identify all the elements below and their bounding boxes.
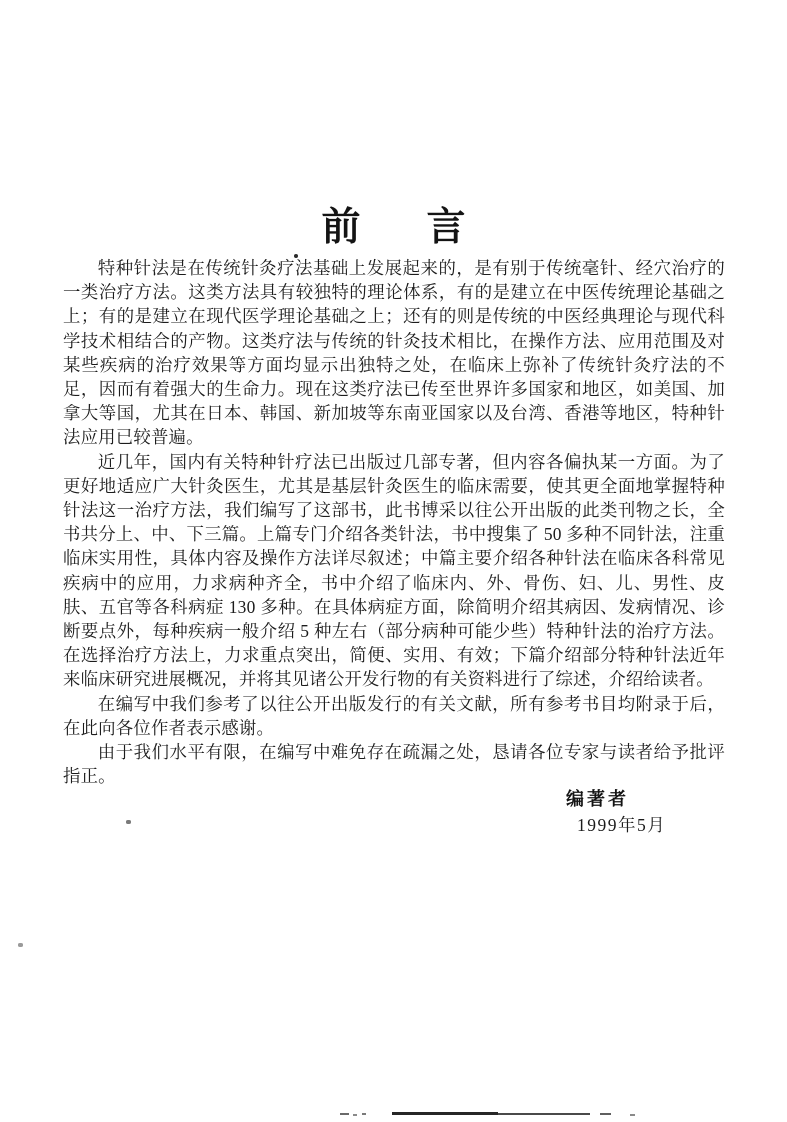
scan-speck [18,943,23,947]
preface-body [63,256,725,788]
scan-edge-mark [353,1114,357,1116]
scan-edge-line [392,1112,498,1115]
preface-paragraph: 由于我们水平有限，在编写中难免存在疏漏之处，恳请各位专家与读者给予批评指正。 [63,742,725,787]
preface-paragraph: 近几年，国内有关特种针疗法已出版过几部专著，但内容各偏执某一方面。为了更好地适应广大针灸医生，尤其是基层针灸医生的临床需要，使其更全面地掌握特种针法这一治疗方法，我们编写了这部书，此书博采以往公开出版的此类刊物之长，全书共分上、中、下三篇。上篇专门介绍各类针法，书中搜集了 50 多种不同针法，注重临床实用性，具体内容及操作方法详尽叙述；中篇主要介绍各种针法在临床各科常见疾病中的应用，力求病种齐全，书中介绍了临床内、外、骨伤、妇、儿、男性、皮肤、五官等各科病症 130 多种。在具体病症方面，除简明介绍其病因、发病情况、诊断要点外，每种疾病一般介绍 5 种左右（部分病种可能少些）特种针法的治疗方法。在选择治疗方法上，力求重点突出，简便、实用、有效；下篇介绍部分特种针法近年来临床研究进展概况，并将其见诸公开发行物的有关资料进行了综述，介绍给读者。 [63,451,725,690]
page-title-row [0,196,787,252]
scan-speck [294,254,298,258]
scan-edge-line [630,1114,635,1116]
scan-edge-line [600,1113,611,1115]
scan-speck [126,820,131,824]
preface-paragraph: 特种针法是在传统针灸疗法基础上发展起来的，是有别于传统毫针、经穴治疗的一类治疗方法。这类方法具有较独特的理论体系，有的是建立在中医传统理论基础之上；有的是建立在现代医学理论基础之上；还有的则是传统的中医经典理论与现代科学技术相结合的产物。这类疗法与传统的针灸技术相比，在操作方法、应用范围及对某些疾病的治疗效果等方面均显示出独特之处，在临床上弥补了传统针灸疗法的不足，因而有着强大的生命力。现在这类疗法已传至世界许多国家和地区，如美国、加拿大等国，尤其在日本、韩国、新加坡等东南亚国家以及台湾、香港等地区，特种针法应用已较普遍。 [63,258,725,448]
scan-edge-mark [362,1113,366,1115]
scan-edge-line [498,1113,590,1115]
publication-date: 1999年5月 [577,815,667,835]
author-signature: 编著者 [566,789,629,809]
page-title: 前言 [321,206,532,249]
scan-edge-mark [340,1113,349,1115]
preface-paragraph: 在编写中我们参考了以往公开出版发行的有关文献，所有参考书目均附录于后，在此向各位作者表示感谢。 [63,693,725,738]
